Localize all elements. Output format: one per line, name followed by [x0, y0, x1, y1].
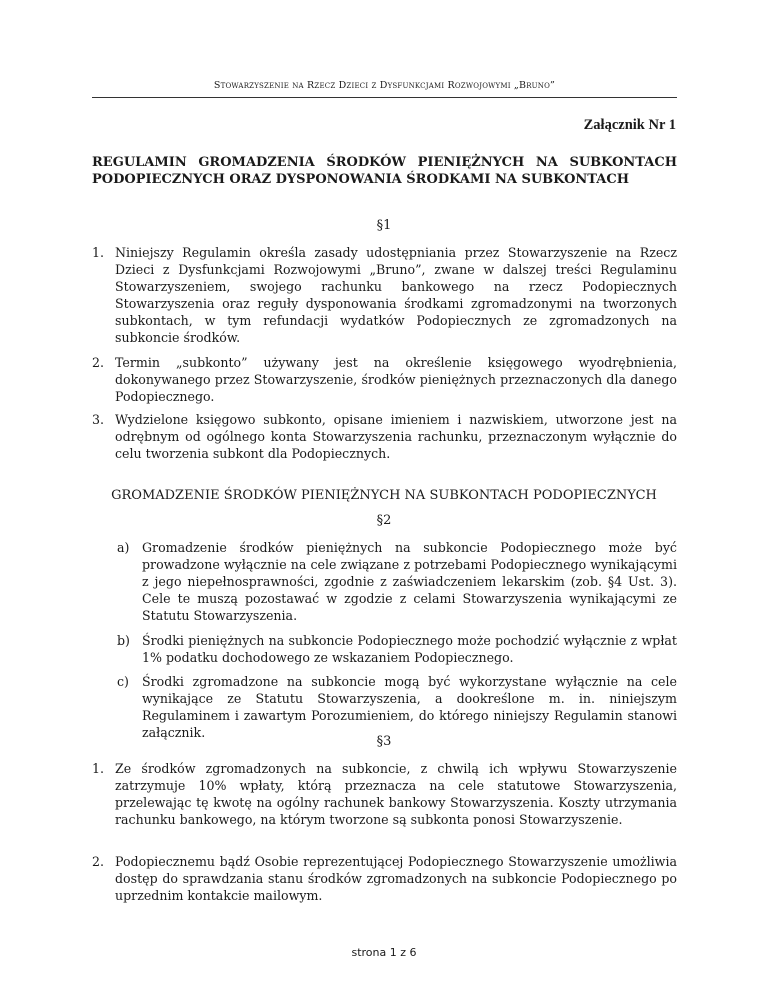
- list-item-text: Środki pieniężnych na subkoncie Podopiecznego może pochodzić wyłącznie z wpłat 1% podatku dochodowego ze wskazaniem Podopiecznego.: [142, 633, 677, 665]
- list-item-number: 1.: [92, 245, 105, 260]
- list-item: [92, 760, 677, 853]
- list-item-text: Termin „subkonto” używany jest na określenie księgowego wyodrębnienia, dokonywanego przez Stowarzyszenie, środków pieniężnych przeznaczonych dla danego Podopiecznego.: [115, 355, 677, 404]
- section-3-marker: §3: [376, 734, 392, 749]
- list-item-number: 2.: [92, 355, 105, 370]
- list-item-text: Ze środków zgromadzonych na subkoncie, z chwilą ich wpływu Stowarzyszenie zatrzymuje 10% wpłaty, którą przeznacza na cele statutowe Stowarzyszenia, przelewając tę kwotę na ogólny rachunek bankowy Stowarzyszenia. Koszty utrzymania rachunku bankowego, na którym tworzone są subkonta ponosi Stowarzyszenie.: [115, 761, 677, 827]
- list-item: [92, 411, 677, 462]
- section-heading: GROMADZENIE ŚRODKÓW PIENIĘŻNYCH NA SUBKONTACH PODOPIECZNYCH: [111, 488, 657, 503]
- list-item-number: 3.: [92, 412, 105, 427]
- list-item-number: 1.: [92, 761, 105, 776]
- list-item: [117, 539, 677, 632]
- running-header: Stowarzyszenie na Rzecz Dzieci z Dysfunkcjami Rozwojowymi „Bruno”: [213, 80, 556, 91]
- list-item-letter: a): [117, 540, 130, 555]
- list-item: [92, 853, 677, 904]
- section-2-marker: §2: [376, 513, 392, 528]
- list-item-text: Wydzielone księgowo subkonto, opisane imieniem i nazwiskiem, utworzone jest na odrębnym od ogólnego konta Stowarzyszenia rachunku, przeznaczonym wyłącznie do celu tworzenia subkont dla Podopiecznych.: [115, 412, 677, 461]
- list-item: [117, 673, 677, 741]
- document-title: REGULAMIN GROMADZENIA ŚRODKÓW PIENIĘŻNYCH NA SUBKONTACH PODOPIECZNYCH ORAZ DYSPONOWANIA ŚRODKAMI NA SUBKONTACH: [92, 155, 677, 187]
- list-item-letter: c): [117, 674, 129, 689]
- list-item-text: Gromadzenie środków pieniężnych na subkoncie Podopiecznego może być prowadzone wyłącznie na cele związane z potrzebami Podopiecznego wynikającymi z jego niepełnosprawności, zgodnie z zaświadczeniem lekarskim (zob. §4 Ust. 3). Cele te muszą pozostawać w zgodzie z celami Stowarzyszenia wynikającymi ze Statutu Stowarzyszenia.: [142, 540, 677, 623]
- attachment-label: Załącznik Nr 1: [583, 117, 676, 133]
- list-item: [117, 632, 677, 673]
- list-item-text: Środki zgromadzone na subkoncie mogą być wykorzystane wyłącznie na cele wynikające ze Statutu Stowarzyszenia, a dookreślone m. in. niniejszym Regulaminem i zawartym Porozumieniem, do którego niniejszy Regulamin stanowi załącznik.: [142, 674, 677, 740]
- list-item-text: Niniejszy Regulamin określa zasady udostępniania przez Stowarzyszenie na Rzecz Dzieci z Dysfunkcjami Rozwojowymi „Bruno”, zwane w dalszej treści Regulaminu Stowarzyszeniem, swojego rachunku bankowego na rzecz Podopiecznych Stowarzyszenia oraz reguły dysponowania środkami zgromadzonymi na tworzonych subkontach, w tym refundacji wydatków Podopiecznych ze zgromadzonych na subkoncie środków.: [115, 245, 677, 345]
- section-2-list: [117, 539, 677, 741]
- list-item-text: Podopiecznemu bądź Osobie reprezentującej Podopiecznego Stowarzyszenie umożliwia dostęp do sprawdzania stanu środków zgromadzonych na subkoncie Podopiecznego po uprzednim kontakcie mailowym.: [115, 854, 677, 903]
- section-1-list: [92, 244, 677, 462]
- list-item-number: 2.: [92, 854, 105, 869]
- section-1-marker: §1: [376, 218, 392, 233]
- list-item: [92, 354, 677, 411]
- header-divider: [92, 97, 677, 98]
- list-item-letter: b): [117, 633, 130, 648]
- section-3-list: [92, 760, 677, 904]
- list-item: [92, 244, 677, 354]
- page-number: strona 1 z 6: [351, 946, 417, 959]
